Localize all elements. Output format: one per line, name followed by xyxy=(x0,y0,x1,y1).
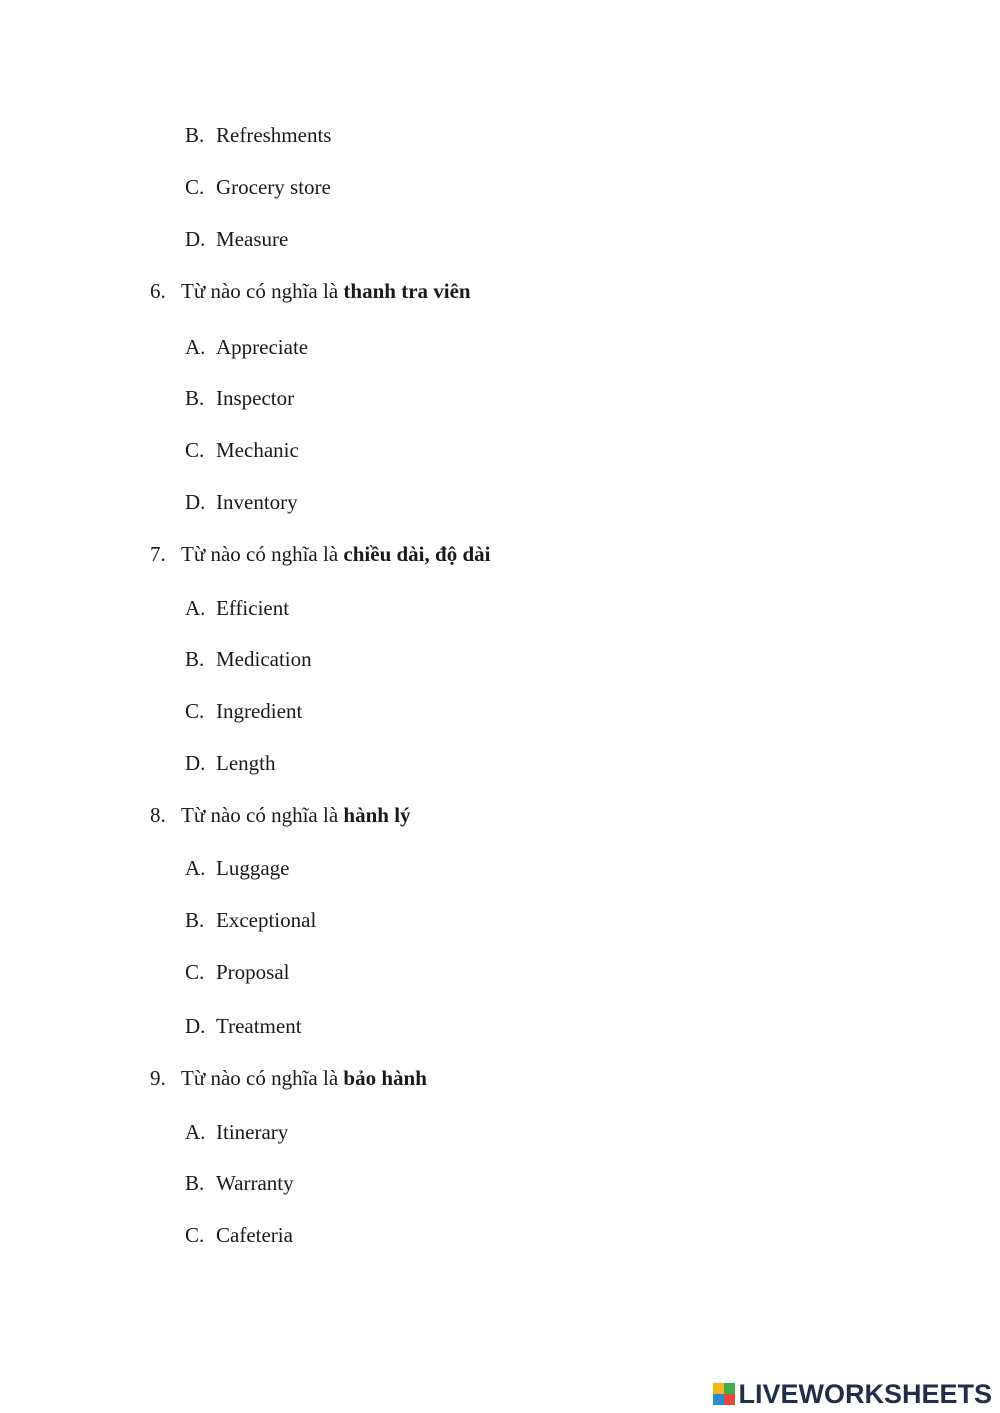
question-6 xyxy=(150,278,471,304)
answer-option xyxy=(185,1013,302,1039)
answer-option xyxy=(185,1222,293,1248)
option-text: Inspector xyxy=(216,386,295,410)
option-letter: D. xyxy=(185,227,206,251)
option-text: Inventory xyxy=(216,490,298,514)
question-keyword: hành lý xyxy=(343,803,411,827)
answer-option xyxy=(185,385,294,411)
question-prompt: Từ nào có nghĩa là xyxy=(181,803,344,827)
question-number: 9. xyxy=(150,1066,166,1090)
option-text: Proposal xyxy=(216,960,290,984)
question-prompt: Từ nào có nghĩa là xyxy=(181,1066,344,1090)
option-text: Warranty xyxy=(216,1171,294,1195)
option-letter: B. xyxy=(185,123,205,147)
option-text: Ingredient xyxy=(216,699,303,723)
option-letter: B. xyxy=(185,386,205,410)
question-keyword: bảo hành xyxy=(343,1066,427,1090)
option-letter: D. xyxy=(185,1014,206,1038)
question-number: 8. xyxy=(150,803,166,827)
logo-square-4 xyxy=(724,1394,735,1405)
option-letter: A. xyxy=(185,1120,206,1144)
logo-square-1 xyxy=(713,1383,724,1394)
question-7 xyxy=(150,541,490,567)
option-letter: C. xyxy=(185,175,205,199)
option-text: Medication xyxy=(216,647,312,671)
question-prompt: Từ nào có nghĩa là xyxy=(181,542,344,566)
answer-option xyxy=(185,595,289,621)
question-9 xyxy=(150,1065,427,1091)
option-text: Measure xyxy=(216,227,289,251)
option-text: Refreshments xyxy=(216,123,332,147)
answer-option xyxy=(185,698,302,724)
option-letter: C. xyxy=(185,960,205,984)
option-letter: A. xyxy=(185,856,206,880)
answer-option xyxy=(185,122,331,148)
option-letter: B. xyxy=(185,1171,205,1195)
question-prompt: Từ nào có nghĩa là xyxy=(181,279,344,303)
logo-text: LIVEWORKSHEETS xyxy=(738,1378,992,1409)
answer-option xyxy=(185,646,312,672)
option-text: Grocery store xyxy=(216,175,331,199)
logo-square-3 xyxy=(713,1394,724,1405)
answer-option xyxy=(185,226,288,252)
logo-square-2 xyxy=(724,1383,735,1394)
answer-option xyxy=(185,1119,288,1145)
option-letter: C. xyxy=(185,699,205,723)
option-text: Mechanic xyxy=(216,438,299,462)
option-text: Appreciate xyxy=(216,335,309,359)
liveworksheets-logo-icon xyxy=(713,1383,735,1405)
option-letter: A. xyxy=(185,596,206,620)
answer-option xyxy=(185,750,275,776)
question-keyword: thanh tra viên xyxy=(343,279,471,303)
answer-option xyxy=(185,334,308,360)
answer-option xyxy=(185,907,316,933)
option-text: Treatment xyxy=(216,1014,302,1038)
option-letter: C. xyxy=(185,1223,205,1247)
option-text: Cafeteria xyxy=(216,1223,293,1247)
question-number: 6. xyxy=(150,279,166,303)
option-letter: A. xyxy=(185,335,206,359)
liveworksheets-logo xyxy=(713,1379,992,1409)
answer-option xyxy=(185,489,298,515)
option-letter: D. xyxy=(185,751,206,775)
option-text: Exceptional xyxy=(216,908,317,932)
question-8 xyxy=(150,802,411,828)
answer-option xyxy=(185,1170,294,1196)
answer-option xyxy=(185,174,331,200)
option-text: Itinerary xyxy=(216,1120,289,1144)
question-number: 7. xyxy=(150,542,166,566)
answer-option xyxy=(185,855,289,881)
question-keyword: chiều dài, độ dài xyxy=(343,542,491,566)
option-letter: B. xyxy=(185,647,205,671)
option-text: Efficient xyxy=(216,596,290,620)
option-text: Luggage xyxy=(216,856,290,880)
answer-option xyxy=(185,959,290,985)
option-text: Length xyxy=(216,751,276,775)
answer-option xyxy=(185,437,299,463)
option-letter: C. xyxy=(185,438,205,462)
option-letter: B. xyxy=(185,908,205,932)
option-letter: D. xyxy=(185,490,206,514)
